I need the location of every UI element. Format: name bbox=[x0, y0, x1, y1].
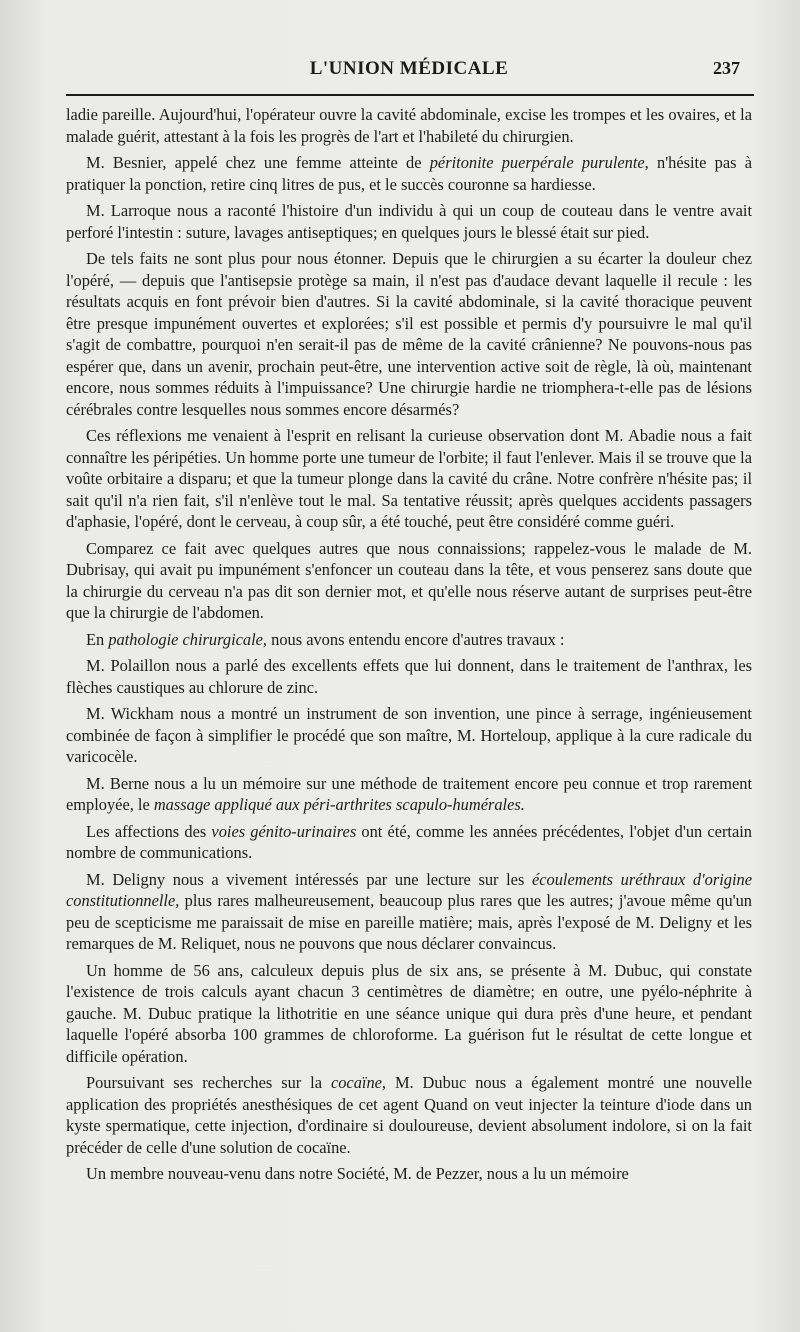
text-run: M. Wickham nous a montré un instrument de son invention, une pince à serrage, ingénieusement combinée de façon à simplifier le procédé que son maître, M. Horteloup, applique à la cure radicale du varicocèle. bbox=[66, 704, 752, 766]
paragraph bbox=[66, 1072, 752, 1158]
text-run: M. Dubuc nous a également montré une nouvelle application des propriétés anesthésiques de cet agent Quand on veut injecter la teinture d'iode dans un kyste spermatique, cette injection, d'ordinaire si douloureuse, devient absolument indolore, si on la fait précéder de celle d'une solution de cocaïne. bbox=[66, 1073, 752, 1157]
text-run: M. Besnier, appelé chez une femme atteinte de bbox=[86, 153, 430, 172]
text-run: Un membre nouveau-venu dans notre Société, M. de Pezzer, nous a lu un mémoire bbox=[86, 1164, 629, 1183]
paragraph bbox=[66, 629, 752, 651]
paragraph bbox=[66, 821, 752, 864]
text-run: De tels faits ne sont plus pour nous étonner. Depuis que le chirurgien a su écarter la douleur chez l'opéré, — depuis que l'antisepsie protège sa main, il n'est pas d'audace devant laquelle il recule : les résultats acquis en font prévoir bien d'autres. Si la cavité abdominale, si la cavité thoracique peuvent être presque impunément ouvertes et explorées; s'il est possible et permis d'y poursuivre le mal qu'il s'agit de combattre, pourquoi n'en serait-il pas de même de la cavité crânienne? Ne pouvons-nous pas espérer que, dans un avenir, prochain peut-être, une intervention active soit de règle, là où, maintenant encore, nous sommes réduits à l'impuissance? Une chirurgie hardie ne triomphera-t-elle pas de lésions cérébrales contre lesquelles nous sommes encore désarmés? bbox=[66, 249, 752, 419]
paragraph bbox=[66, 773, 752, 816]
paragraph bbox=[66, 960, 752, 1068]
paragraph bbox=[66, 1163, 752, 1185]
page-number: 237 bbox=[713, 58, 740, 78]
journal-title: L'UNION MÉDICALE bbox=[309, 58, 509, 79]
article-body bbox=[66, 104, 752, 1190]
running-header bbox=[66, 58, 752, 88]
text-run: Les affections des bbox=[86, 821, 212, 841]
text-run: M. Berne nous a lu un mémoire sur une méthode de traitement encore peu connue et trop rarement employée, le bbox=[66, 773, 752, 814]
text-run: ladie pareille. Aujourd'hui, l'opérateur ouvre la cavité abdominale, excise les trompes et les ovaires, et la malade guérit, attestant à la fois les progrès de l'art et l'habileté du chirurgien. bbox=[66, 105, 752, 146]
italic-text: voies génito-urinaires bbox=[211, 821, 357, 841]
italic-text: pathologie chirurgicale, bbox=[108, 629, 268, 649]
text-run: Poursuivant ses recherches sur la bbox=[86, 1073, 331, 1092]
text-run: M. Polaillon nous a parlé des excellents effets que lui donnent, dans le traitement de l'anthrax, les flèches caustiques au chlorure de zinc. bbox=[66, 656, 752, 697]
paragraph bbox=[66, 425, 752, 533]
paragraph bbox=[66, 152, 752, 195]
text-run: Un homme de 56 ans, calculeux depuis plus de six ans, se présente à M. Dubuc, qui constate l'existence de trois calculs ayant chacun 3 centimètres de diamètre; en outre, une pyélo-néphrite à gauche. M. Dubuc pratique la lithotritie en une séance unique qui dura près d'une heure, et pendant laquelle l'opéré absorba 100 grammes de chloroforme. La guérison fut le résultat de cette longue et difficile opération. bbox=[66, 960, 752, 1066]
text-run: En bbox=[86, 629, 109, 649]
text-run: nous avons entendu encore d'autres travaux : bbox=[267, 629, 565, 649]
italic-text: cocaïne, bbox=[330, 1073, 387, 1092]
text-run: M. Deligny nous a vivement intéressés par une lecture sur les bbox=[86, 869, 532, 889]
paragraph bbox=[66, 538, 752, 624]
text-run: M. Larroque nous a raconté l'histoire d'un individu à qui un coup de couteau dans le ventre avait perforé l'intestin : suture, lavages antiseptiques; en quelques jours le blessé était sur pied. bbox=[66, 201, 752, 242]
paragraph bbox=[66, 248, 752, 420]
paragraph bbox=[66, 703, 752, 768]
text-run: Ces réflexions me venaient à l'esprit en relisant la curieuse observation dont M. Abadie nous a fait connaître les péripéties. Un homme porte une tumeur de l'orbite; il faut l'enlever. Mais il se trouve que la voûte orbitaire a disparu; et que la tumeur plonge dans la cavité du crâne. Notre confrère n'hésite pas; il sait qu'il n'a rien fait, s'il n'enlève tout le mal. Sa tentative réussit; après quelques accidents passagers d'aphasie, l'opéré, dont le cerveau, à coup sûr, a été touché, peut être considéré comme guéri. bbox=[66, 426, 752, 531]
text-run: , n'hésite pas à pratiquer la ponction, retire cinq litres de pus, et le succès couronne sa hardiesse. bbox=[66, 153, 752, 194]
text-run: ont été, comme les années précédentes, l'objet d'un certain nombre de communications. bbox=[66, 821, 752, 862]
text-run: plus rares malheureusement, beaucoup plus rares que les autres; j'avoue même qu'un peu de scepticisme me paraissait de mise en pareille matière; mais, après l'exposé de M. Deligny et les remarques de M. Reliquet, nous ne pouvons que nous déclarer convaincus. bbox=[66, 891, 752, 953]
text-run: Comparez ce fait avec quelques autres que nous connaissions; rappelez-vous le malade de M. Dubrisay, qui avait pu impunément s'enfoncer un couteau dans la tête, et vous penserez sans doute que la chirurgie du cerveau n'a pas dit son dernier mot, et qu'elle nous réserve autant de surprises peut-être que la chirurgie de l'abdomen. bbox=[66, 538, 752, 622]
paragraph bbox=[66, 200, 752, 243]
paragraph bbox=[66, 104, 752, 147]
paragraph bbox=[66, 655, 752, 698]
header-rule bbox=[66, 94, 754, 96]
italic-text: péritonite puerpérale purulente bbox=[429, 153, 645, 172]
paragraph bbox=[66, 869, 752, 955]
italic-text: massage appliqué aux péri-arthrites scapulo-humérales. bbox=[153, 795, 525, 814]
italic-text: écoulements uréthraux d'origine constitutionnelle, bbox=[66, 869, 752, 910]
